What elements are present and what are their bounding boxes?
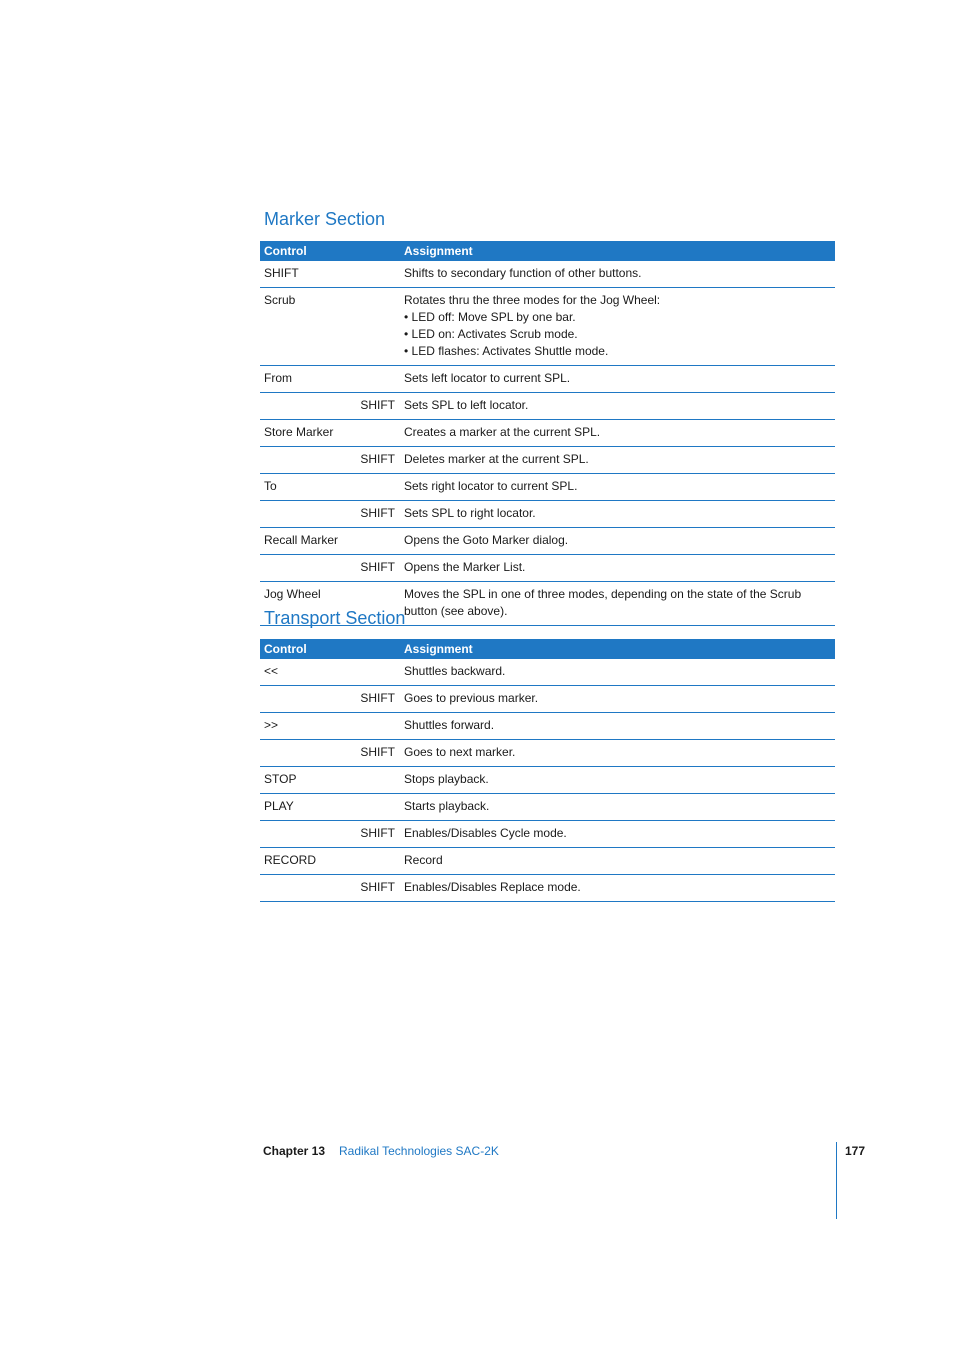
transport-table (260, 639, 835, 902)
assignment-cell (395, 393, 835, 419)
assignment-cell (395, 875, 835, 901)
modifier-cell (351, 420, 395, 446)
assignment-line: • LED off: Move SPL by one bar. (404, 310, 576, 324)
transport-section-title: Transport Section (264, 608, 406, 628)
footer-chapter: Chapter 13 (263, 1144, 326, 1158)
modifier-cell: SHIFT (360, 691, 395, 705)
table-row (260, 659, 835, 686)
header-control: Control (264, 244, 307, 258)
control-cell (260, 686, 351, 712)
assignment-cell (395, 848, 835, 874)
modifier-cell: SHIFT (360, 826, 395, 840)
marker-table-header (260, 241, 835, 261)
assignment-line: • LED flashes: Activates Shuttle mode. (404, 344, 609, 358)
control-cell: << (264, 664, 279, 678)
assignment-line: Opens the Marker List. (404, 560, 526, 574)
assignment-cell (395, 261, 835, 287)
assignment-cell (395, 474, 835, 500)
modifier-cell (351, 659, 395, 685)
control-cell: Recall Marker (264, 533, 339, 547)
control-cell (260, 393, 351, 419)
table-row (260, 501, 835, 528)
control-cell (260, 821, 351, 847)
table-row (260, 420, 835, 447)
footer-title: Radikal Technologies SAC-2K (339, 1144, 499, 1158)
modifier-cell: SHIFT (360, 560, 395, 574)
transport-section (260, 606, 835, 902)
control-cell: From (264, 371, 292, 385)
assignment-line: Sets left locator to current SPL. (404, 371, 571, 385)
table-row (260, 261, 835, 288)
assignment-line: Shifts to secondary function of other buttons. (404, 266, 642, 280)
assignment-line: Record (404, 853, 443, 867)
modifier-cell (351, 261, 395, 287)
table-row (260, 848, 835, 875)
control-cell: Jog Wheel (264, 587, 321, 601)
assignment-line: Sets SPL to right locator. (404, 506, 536, 520)
control-cell: To (264, 479, 277, 493)
assignment-cell (395, 794, 835, 820)
modifier-cell (351, 288, 395, 365)
marker-table (260, 241, 835, 626)
control-cell: Scrub (264, 293, 296, 307)
control-cell (260, 875, 351, 901)
modifier-cell (351, 474, 395, 500)
assignment-cell (395, 447, 835, 473)
table-row (260, 875, 835, 902)
modifier-cell (351, 366, 395, 392)
table-row (260, 528, 835, 555)
assignment-line: Goes to next marker. (404, 745, 516, 759)
control-cell: RECORD (264, 853, 317, 867)
modifier-cell: SHIFT (360, 745, 395, 759)
assignment-cell (395, 501, 835, 527)
assignment-cell (395, 366, 835, 392)
assignment-line: Shuttles backward. (404, 664, 506, 678)
table-row (260, 794, 835, 821)
table-row (260, 713, 835, 740)
assignment-line: • LED on: Activates Scrub mode. (404, 327, 578, 341)
assignment-cell (395, 821, 835, 847)
table-row (260, 366, 835, 393)
table-row (260, 393, 835, 420)
assignment-line: Opens the Goto Marker dialog. (404, 533, 569, 547)
assignment-line: Deletes marker at the current SPL. (404, 452, 589, 466)
assignment-line: Goes to previous marker. (404, 691, 539, 705)
modifier-cell: SHIFT (360, 506, 395, 520)
assignment-line: Enables/Disables Replace mode. (404, 880, 581, 894)
assignment-cell (395, 288, 835, 365)
transport-table-header (260, 639, 835, 659)
assignment-line: Enables/Disables Cycle mode. (404, 826, 567, 840)
assignment-cell (395, 686, 835, 712)
header-assignment: Assignment (404, 244, 473, 258)
assignment-cell (395, 528, 835, 554)
control-cell (260, 501, 351, 527)
modifier-cell (351, 528, 395, 554)
marker-table-body (260, 261, 835, 626)
assignment-cell (395, 713, 835, 739)
control-cell: >> (264, 718, 279, 732)
header-control: Control (264, 642, 307, 656)
control-cell: Store Marker (264, 425, 334, 439)
table-row (260, 474, 835, 501)
modifier-cell: SHIFT (360, 398, 395, 412)
table-row (260, 767, 835, 794)
control-cell: SHIFT (264, 266, 299, 280)
control-cell (260, 740, 351, 766)
table-row (260, 740, 835, 767)
modifier-cell: SHIFT (360, 880, 395, 894)
transport-table-body (260, 659, 835, 902)
modifier-cell (351, 767, 395, 793)
assignment-cell (395, 740, 835, 766)
assignment-line: Rotates thru the three modes for the Jog Wheel: (404, 293, 661, 307)
footer-divider (836, 1142, 837, 1219)
modifier-cell: SHIFT (360, 452, 395, 466)
table-row (260, 686, 835, 713)
table-row (260, 447, 835, 474)
assignment-line: Stops playback. (404, 772, 489, 786)
table-row (260, 288, 835, 366)
modifier-cell (351, 794, 395, 820)
assignment-line: Starts playback. (404, 799, 490, 813)
assignment-line: Shuttles forward. (404, 718, 495, 732)
assignment-line: Creates a marker at the current SPL. (404, 425, 601, 439)
control-cell: STOP (264, 772, 297, 786)
control-cell (260, 447, 351, 473)
control-cell: PLAY (264, 799, 294, 813)
table-row (260, 555, 835, 582)
assignment-cell (395, 767, 835, 793)
assignment-cell (395, 659, 835, 685)
marker-section-title: Marker Section (264, 209, 386, 229)
modifier-cell (351, 713, 395, 739)
assignment-cell (395, 555, 835, 581)
assignment-line: Sets right locator to current SPL. (404, 479, 578, 493)
assignment-line: Sets SPL to left locator. (404, 398, 529, 412)
assignment-line: Moves the SPL in one of three modes, depending on the state of the Scrub button (see above). (404, 587, 802, 618)
marker-section (260, 207, 835, 626)
control-cell (260, 555, 351, 581)
assignment-cell (395, 420, 835, 446)
header-assignment: Assignment (404, 642, 473, 656)
table-row (260, 821, 835, 848)
modifier-cell (351, 848, 395, 874)
page-number: 177 (845, 1144, 866, 1158)
